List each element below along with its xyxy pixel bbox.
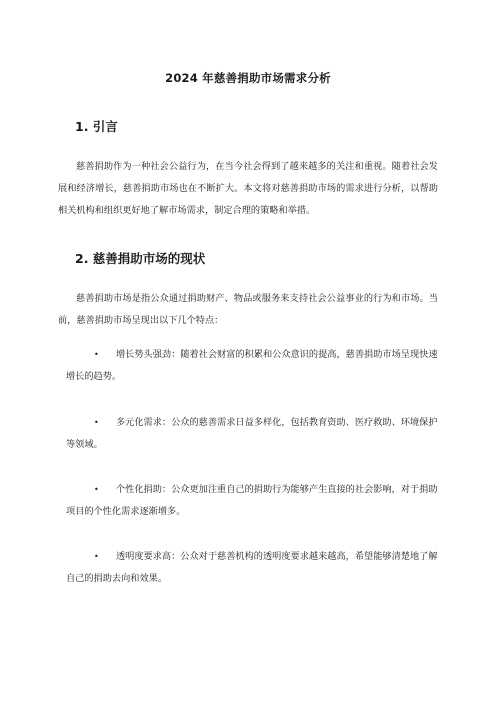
section-heading-status: 2. 慈善捐助市场的现状	[75, 251, 206, 266]
bullet-icon: •	[94, 485, 99, 494]
document-title: 2024 年慈善捐助市场需求分析	[165, 71, 331, 85]
bullet-icon: •	[94, 552, 99, 561]
bullet-item	[66, 479, 438, 523]
bullet-item	[66, 412, 438, 456]
bullet-text: 透明度要求高：公众对于慈善机构的透明度要求越来越高，希望能够清楚地了解自己的捐助去向和效果。	[66, 551, 438, 584]
bullet-text: 增长势头强劲：随着社会财富的积累和公众意识的提高，慈善捐助市场呈现快速增长的趋势。	[66, 349, 438, 382]
intro-paragraph: 慈善捐助作为一种社会公益行为，在当今社会得到了越来越多的关注和重视。随着社会发展和经济增长，慈善捐助市场也在不断扩大。本文将对慈善捐助市场的需求进行分析，以帮助相关机构和组织更好地了解市场需求，制定合理的策略和举措。	[58, 161, 438, 216]
bullet-icon: •	[94, 418, 99, 427]
bullet-text: 多元化需求：公众的慈善需求日益多样化，包括教育资助、医疗救助、环境保护等领域。	[66, 417, 438, 450]
bullet-item	[66, 546, 438, 590]
section-heading-intro: 1. 引言	[75, 119, 118, 134]
status-paragraph: 慈善捐助市场是指公众通过捐助财产、物品或服务来支持社会公益事业的行为和市场。当前，慈善捐助市场呈现出以下几个特点：	[58, 293, 438, 326]
bullet-icon: •	[94, 350, 99, 359]
bullet-item	[66, 344, 438, 388]
bullet-text: 个性化捐助：公众更加注重自己的捐助行为能够产生直接的社会影响，对于捐助项目的个性化需求逐渐增多。	[66, 484, 438, 517]
